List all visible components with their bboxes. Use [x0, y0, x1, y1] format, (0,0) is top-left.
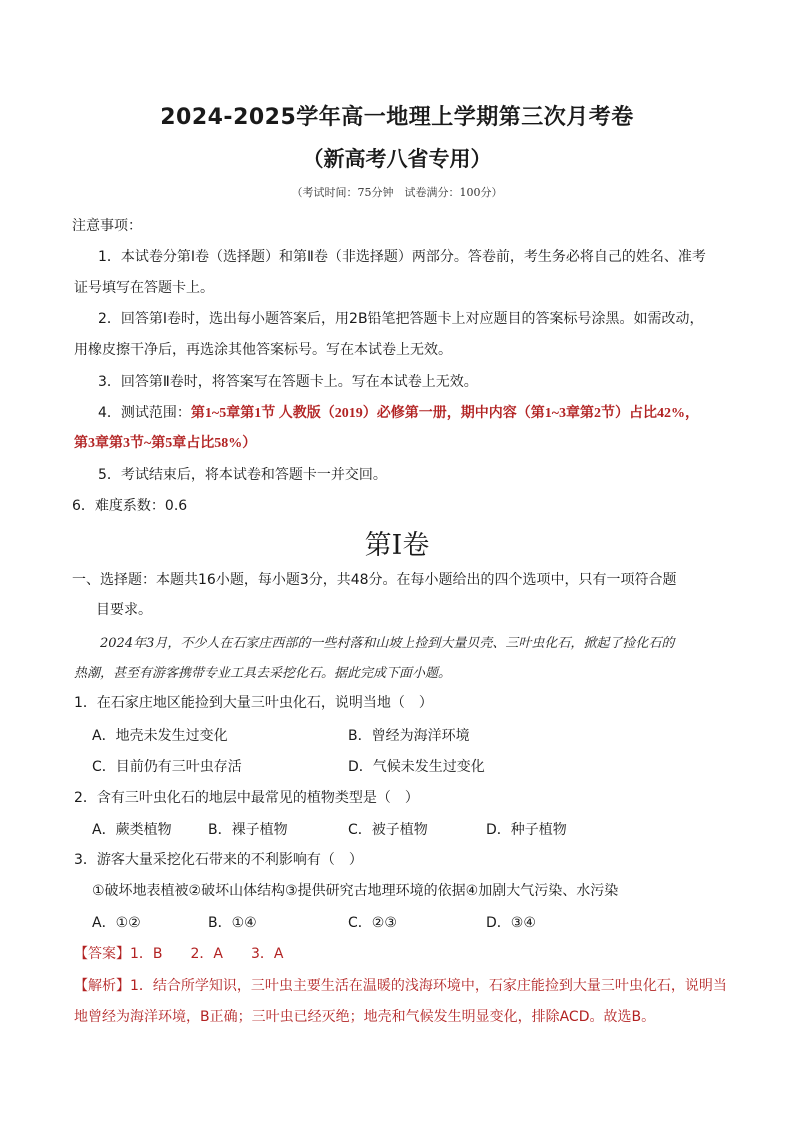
material-line-2: 热潮，甚至有游客携带专业工具去采挖化石。据此完成下面小题。 — [74, 666, 452, 681]
notice-item-2-line-2: 用橡皮擦干净后，再选涂其他答案标号。写在本试卷上无效。 — [74, 342, 452, 358]
question-1-option-d: D．气候未发生过变化 — [348, 759, 485, 775]
test-scope-red-line-2: 第3章第3节~第5章占比58%） — [74, 436, 257, 451]
analysis-label: 【解析】 — [74, 978, 130, 994]
question-1-option-b: B．曾经为海洋环境 — [348, 728, 470, 744]
material-line-1: 2024年3月，不少人在石家庄西部的一些村落和山坡上捡到大量贝壳、三叶虫化石，掀起了捡化石的 — [100, 636, 675, 651]
answer-label: 【答案】 — [74, 946, 130, 962]
notice-item-4-prefix: 4．测试范围： — [98, 405, 191, 421]
question-1-option-c: C．目前仍有三叶虫存活 — [92, 759, 242, 775]
notice-item-1-line-2: 证号填写在答题卡上。 — [74, 280, 214, 296]
answer-text: 1．B 2．A 3．A — [130, 946, 284, 962]
notice-item-3: 3．回答第Ⅱ卷时，将答案写在答题卡上。写在本试卷上无效。 — [98, 374, 478, 390]
question-1-option-a: A．地壳未发生过变化 — [92, 728, 228, 744]
test-scope-red-line-1: 第1~5章第1节 人教版（2019）必修第一册，期中内容（第1~3章第2节）占比42%， — [190, 406, 699, 421]
question-3-statements: ①破坏地表植被②破坏山体结构③提供研究古地理环境的依据④加剧大气污染、水污染 — [92, 883, 619, 899]
question-3-option-b: B．①④ — [208, 915, 257, 931]
notice-item-5: 5．考试结束后，将本试卷和答题卡一并交回。 — [98, 467, 387, 483]
question-3-stem: 3．游客大量采挖化石带来的不利影响有（ ） — [74, 852, 363, 868]
question-2-option-a: A．蕨类植物 — [92, 822, 172, 838]
page-subtitle: （新高考八省专用） — [302, 147, 492, 171]
exam-info: （考试时间：75分钟 试卷满分：100分） — [291, 186, 503, 199]
page-title: 2024-2025学年高一地理上学期第三次月考卷 — [160, 105, 634, 130]
analysis-line-2: 地曾经为海洋环境，B正确；三叶虫已经灭绝；地壳和气候发生明显变化，排除ACD。故选B。 — [74, 1009, 656, 1025]
question-1-stem: 1．在石家庄地区能捡到大量三叶虫化石，说明当地（ ） — [74, 695, 433, 711]
question-2-stem: 2．含有三叶虫化石的地层中最常见的植物类型是（ ） — [74, 790, 419, 806]
question-3-option-c: C．②③ — [348, 915, 397, 931]
analysis-line-1 — [74, 975, 727, 995]
analysis-text-line-1: 1．结合所学知识，三叶虫主要生活在温暖的浅海环境中，石家庄能捡到大量三叶虫化石，说明当 — [130, 978, 727, 994]
notice-item-1-line-1: 1．本试卷分第Ⅰ卷（选择题）和第Ⅱ卷（非选择题）两部分。答卷前，考生务必将自己的姓名、准考 — [98, 249, 706, 265]
notice-item-2-line-1: 2．回答第Ⅰ卷时，选出每小题答案后，用2B铅笔把答题卡上对应题目的答案标号涂黑。如需改动， — [98, 311, 704, 327]
part1-intro-line-2: 目要求。 — [96, 602, 152, 618]
section-title: 第Ⅰ卷 — [364, 530, 430, 561]
answer-line — [74, 943, 283, 963]
notice-item-6: 6．难度系数：0.6 — [72, 498, 188, 514]
question-3-option-a: A．①② — [92, 915, 141, 931]
question-3-option-d: D．③④ — [486, 915, 536, 931]
question-2-option-b: B．裸子植物 — [208, 822, 288, 838]
question-2-option-d: D．种子植物 — [486, 822, 567, 838]
question-2-option-c: C．被子植物 — [348, 822, 428, 838]
part1-intro-line-1: 一、选择题：本题共16小题，每小题3分，共48分。在每小题给出的四个选项中，只有一项符合题 — [72, 572, 677, 588]
notice-item-4 — [98, 403, 699, 424]
notice-heading: 注意事项： — [72, 218, 142, 234]
